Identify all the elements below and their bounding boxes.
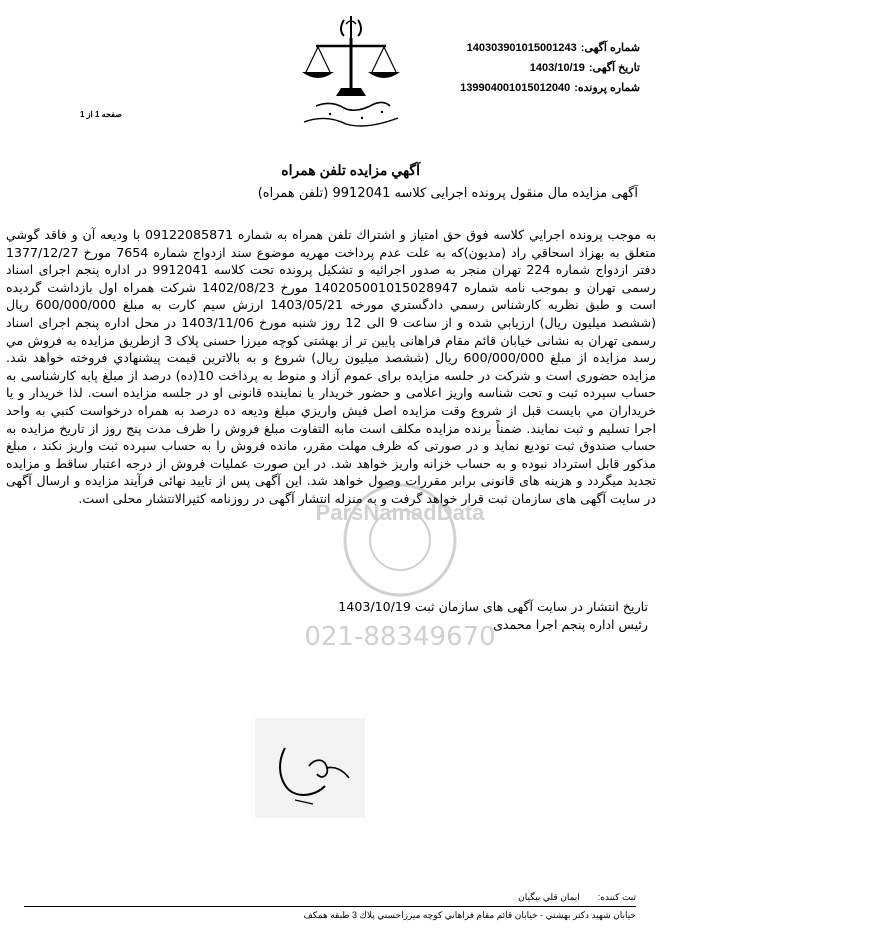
notice-date-row [440,58,640,78]
file-number: 139904001015012040 [460,82,571,94]
registrar-name: ايمان قلي بيگيان [518,892,580,902]
office-address: خيابان شهيد دكتر بهشتي - خيابان قائم مقام فراهاني كوچه ميرزاحسني پلاك 3 طبقه همكف [303,910,636,920]
signature-image [255,718,365,818]
judiciary-emblem [286,14,416,132]
scales-of-justice-icon [286,14,416,132]
footer [24,892,636,921]
notice-number-row [440,38,640,58]
document-title: آگهي مزايده تلفن همراه [281,162,420,178]
file-number-label: شماره پرونده: [574,82,640,94]
notice-number: 140303901015001243 [466,42,577,54]
signer-line: رئیس اداره پنجم اجرا محمدی [493,616,648,632]
notice-date: 1403/10/19 [529,62,585,74]
page-indicator: صفحه 1 از 1 [80,110,122,119]
registrar-row [24,892,636,907]
notice-meta [440,38,640,98]
notice-body-paragraph: به موجب پرونده اجرايي كلاسه فوق حق امتياز و اشتراك تلفن همراه به شماره 09122085871 با وديعه آن و فاقد گوشي متعلق به بهزاد اسحاقي راد (مدیون)كه به علت عدم پرداخت مهریه موضوع سند ازدواج شماره 7654 مورخ 1377/12/27 دفتر ازدواج شماره 224 تهران منجر به صدور اجرائیه و تشکیل پرونده تحت کلاسه 9912041 در اداره پنجم اجرای اسناد رسمی تهران و بموجب نامه شماره 140205001015028947 مورخ 1402/08/23 شرکت همراه اول بازداشت گرديده است و طبق نظريه كارشناس رسمي دادگستري مورخه 1403/05/21 ارزش سيم كارت به مبلغ 600/000/000 ريال (ششصد ميليون ريال) ارزيابي شده و از ساعت 9 الی 12 روز شنبه مورخ 1403/11/06 در محل اداره پنجم اجرای اسناد رسمی تهران به نشانی خیابان قائم مقام فراهانی پایین تر از بهشتی کوچه میرزا حسنی پلاک 3 ازطريق مزايده به فروش مي رسد مزايده از مبلغ 600/000/000 ريال (ششصد ميليون ريال) شروع و به بالاترين قيمت پيشنهادي فروخته خواهد شد. مزایده حضوری است و شرکت در جلسه مزایده برای عموم آزاد و منوط به پرداخت 10(ده) درصد از مبلغ پایه کارشناسی به حساب سپرده ثبت و تحت شناسه واريز اعلامی و حضور خریدار یا نماینده قانونی او در جلسه مزایده است. لذا خريدار و يا خريداران مي بايست قبل از شروع وقت مزايده اصل فيش واريزي مبلغ وديعه ده درصد به همراه درخواست كتبي به واحد اجرا تسليم و ثبت نمايند. ضمناً برنده مزایده مکلف است مابه التفاوت مبلغ فروش را ظرف مدت پنج روز از تاریخ مزایده به حساب صندوق ثبت تودیع نماید و در صورتی که ظرف مهلت مقرر، مانده فروش را به حساب سپرده ثبت واریز نکند ، مبلغ مذکور قابل استرداد نبوده و به حساب خزانه واریز خواهد شد. در این صورت عملیات فروش از درجه اعتبار ساقط و مزایده تجدید میگردد و هزینه های قانونی برابر مقررات وصول خواهد شد. این آگهی پس از تایید نهائی فرآیند مزایده و ارسال آگهی در سایت آگهی های سازمان ثبت قرار خواهد گرفت و به منزله انتشار آگهی در روزنامه کثیرالانتشار محلی است. [6,227,656,506]
notice-date-label: تاریخ آگهی: [588,62,640,74]
file-number-row [440,78,640,98]
watermark-text: ParsNamadData [315,500,485,525]
watermark-phone: 021-88349670 [304,622,496,652]
document-subtitle: آگهی مزایده مال منقول پرونده اجرایی کلاسه 9912041 (تلفن همراه) [257,186,638,201]
notice-body [6,226,656,508]
notice-number-label: شماره آگهی: [580,42,640,54]
publish-date-line: تاریخ انتشار در سایت آگهی های سازمان ثبت 1403/10/19 [338,599,648,614]
closing-lines [338,598,648,633]
registrar-label: ثبت كننده: [597,892,636,902]
